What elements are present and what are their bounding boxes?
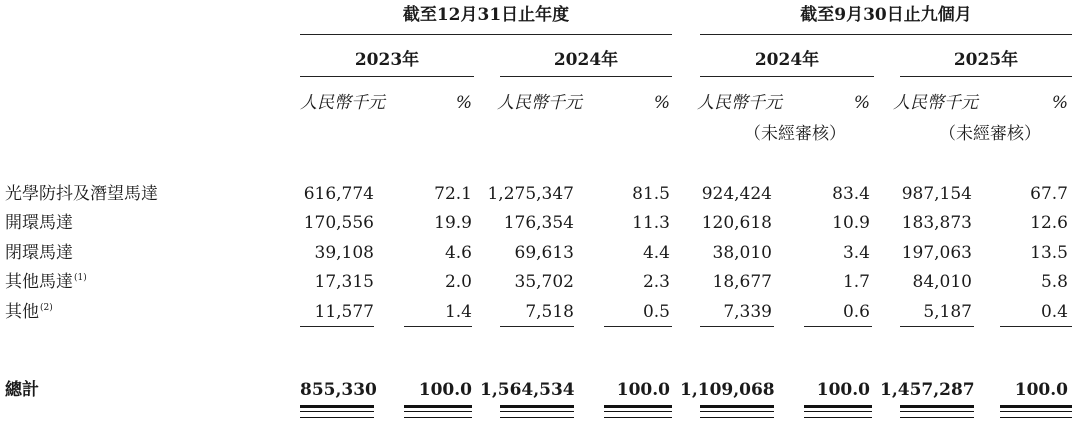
total-value: 1,457,287: [880, 380, 975, 400]
percent-cell: 0.5: [642, 302, 670, 322]
amount-cell: 18,677: [712, 272, 772, 292]
percent-cell: 0.4: [1040, 302, 1068, 322]
subtotal-rule: [700, 326, 774, 327]
pct-header: %: [853, 93, 870, 113]
amount-cell: 69,613: [514, 243, 574, 263]
header-group-year-ended: 截至12月31日止年度: [402, 5, 570, 25]
amount-cell: 1,275,347: [487, 184, 574, 204]
pct-header: %: [455, 93, 472, 113]
row-label-text: 閉環馬達: [5, 243, 73, 263]
year-rule: [500, 76, 672, 77]
amount-cell: 35,702: [514, 272, 574, 292]
row-label: [5, 272, 87, 292]
amount-cell: 38,010: [712, 243, 772, 263]
total-double-rule: [300, 405, 374, 418]
total-double-rule: [404, 405, 472, 418]
percent-cell: 72.1: [434, 184, 472, 204]
row-label-text: 其他: [5, 302, 39, 322]
year-rule: [300, 76, 474, 77]
amount-cell: 11,577: [314, 302, 374, 322]
unaudited-note: （未經審核）: [939, 124, 1041, 144]
total-value: 1,564,534: [480, 380, 575, 400]
unit-header: 人民幣千元: [300, 93, 385, 113]
amount-cell: 120,618: [701, 213, 772, 233]
percent-cell: 0.6: [842, 302, 870, 322]
unaudited-note: （未經審核）: [744, 124, 846, 144]
total-value: 100.0: [816, 380, 870, 400]
year-header: 2024年: [754, 50, 820, 70]
percent-cell: 10.9: [832, 213, 870, 233]
year-header: 2024年: [553, 50, 619, 70]
percent-cell: 19.9: [434, 213, 472, 233]
amount-cell: 183,873: [901, 213, 972, 233]
amount-cell: 17,315: [314, 272, 374, 292]
pct-header: %: [1051, 93, 1068, 113]
amount-cell: 197,063: [901, 243, 972, 263]
percent-cell: 4.4: [642, 243, 670, 263]
total-value: 100.0: [616, 380, 670, 400]
percent-cell: 3.4: [842, 243, 870, 263]
percent-cell: 2.0: [444, 272, 472, 292]
total-double-rule: [804, 405, 872, 418]
amount-cell: 616,774: [303, 184, 374, 204]
header-group-rule: [300, 34, 672, 35]
amount-cell: 987,154: [901, 184, 972, 204]
subtotal-rule: [804, 326, 872, 327]
amount-cell: 5,187: [923, 302, 972, 322]
row-label: [5, 243, 73, 263]
percent-cell: 1.4: [444, 302, 472, 322]
unit-header: 人民幣千元: [893, 93, 978, 113]
year-header: 2023年: [354, 50, 420, 70]
percent-cell: 2.3: [642, 272, 670, 292]
subtotal-rule: [500, 326, 574, 327]
percent-cell: 83.4: [832, 184, 870, 204]
percent-cell: 5.8: [1040, 272, 1068, 292]
total-value: 1,109,068: [680, 380, 775, 400]
subtotal-rule: [300, 326, 374, 327]
percent-cell: 1.7: [842, 272, 870, 292]
amount-cell: 7,518: [525, 302, 574, 322]
total-value: 100.0: [1014, 380, 1068, 400]
subtotal-rule: [1000, 326, 1072, 327]
percent-cell: 13.5: [1030, 243, 1068, 263]
subtotal-rule: [900, 326, 974, 327]
row-label: [5, 302, 53, 322]
total-double-rule: [604, 405, 672, 418]
unit-header: 人民幣千元: [497, 93, 582, 113]
total-double-rule: [1000, 405, 1072, 418]
year-rule: [700, 76, 874, 77]
year-header: 2025年: [953, 50, 1019, 70]
amount-cell: 924,424: [701, 184, 772, 204]
header-group-nine-months: 截至9月30日止九個月: [800, 5, 972, 25]
percent-cell: 67.7: [1030, 184, 1068, 204]
amount-cell: 176,354: [503, 213, 574, 233]
footnote-marker: (2): [40, 303, 53, 314]
total-value: 855,330: [300, 380, 377, 400]
total-value: 100.0: [418, 380, 472, 400]
amount-cell: 170,556: [303, 213, 374, 233]
row-label-text: 其他馬達: [5, 272, 73, 292]
row-label-text: 光學防抖及潛望馬達: [5, 184, 158, 204]
unit-header: 人民幣千元: [697, 93, 782, 113]
percent-cell: 12.6: [1030, 213, 1068, 233]
total-label: 總計: [5, 380, 39, 400]
percent-cell: 11.3: [632, 213, 670, 233]
amount-cell: 7,339: [723, 302, 772, 322]
row-label-text: 開環馬達: [5, 213, 73, 233]
percent-cell: 81.5: [632, 184, 670, 204]
row-label: [5, 184, 158, 204]
subtotal-rule: [604, 326, 672, 327]
header-group-rule: [700, 34, 1072, 35]
total-double-rule: [700, 405, 774, 418]
pct-header: %: [653, 93, 670, 113]
amount-cell: 84,010: [912, 272, 972, 292]
total-double-rule: [900, 405, 974, 418]
year-rule: [900, 76, 1072, 77]
row-label: [5, 213, 73, 233]
amount-cell: 39,108: [314, 243, 374, 263]
footnote-marker: (1): [74, 273, 87, 284]
total-double-rule: [500, 405, 574, 418]
percent-cell: 4.6: [444, 243, 472, 263]
subtotal-rule: [404, 326, 472, 327]
